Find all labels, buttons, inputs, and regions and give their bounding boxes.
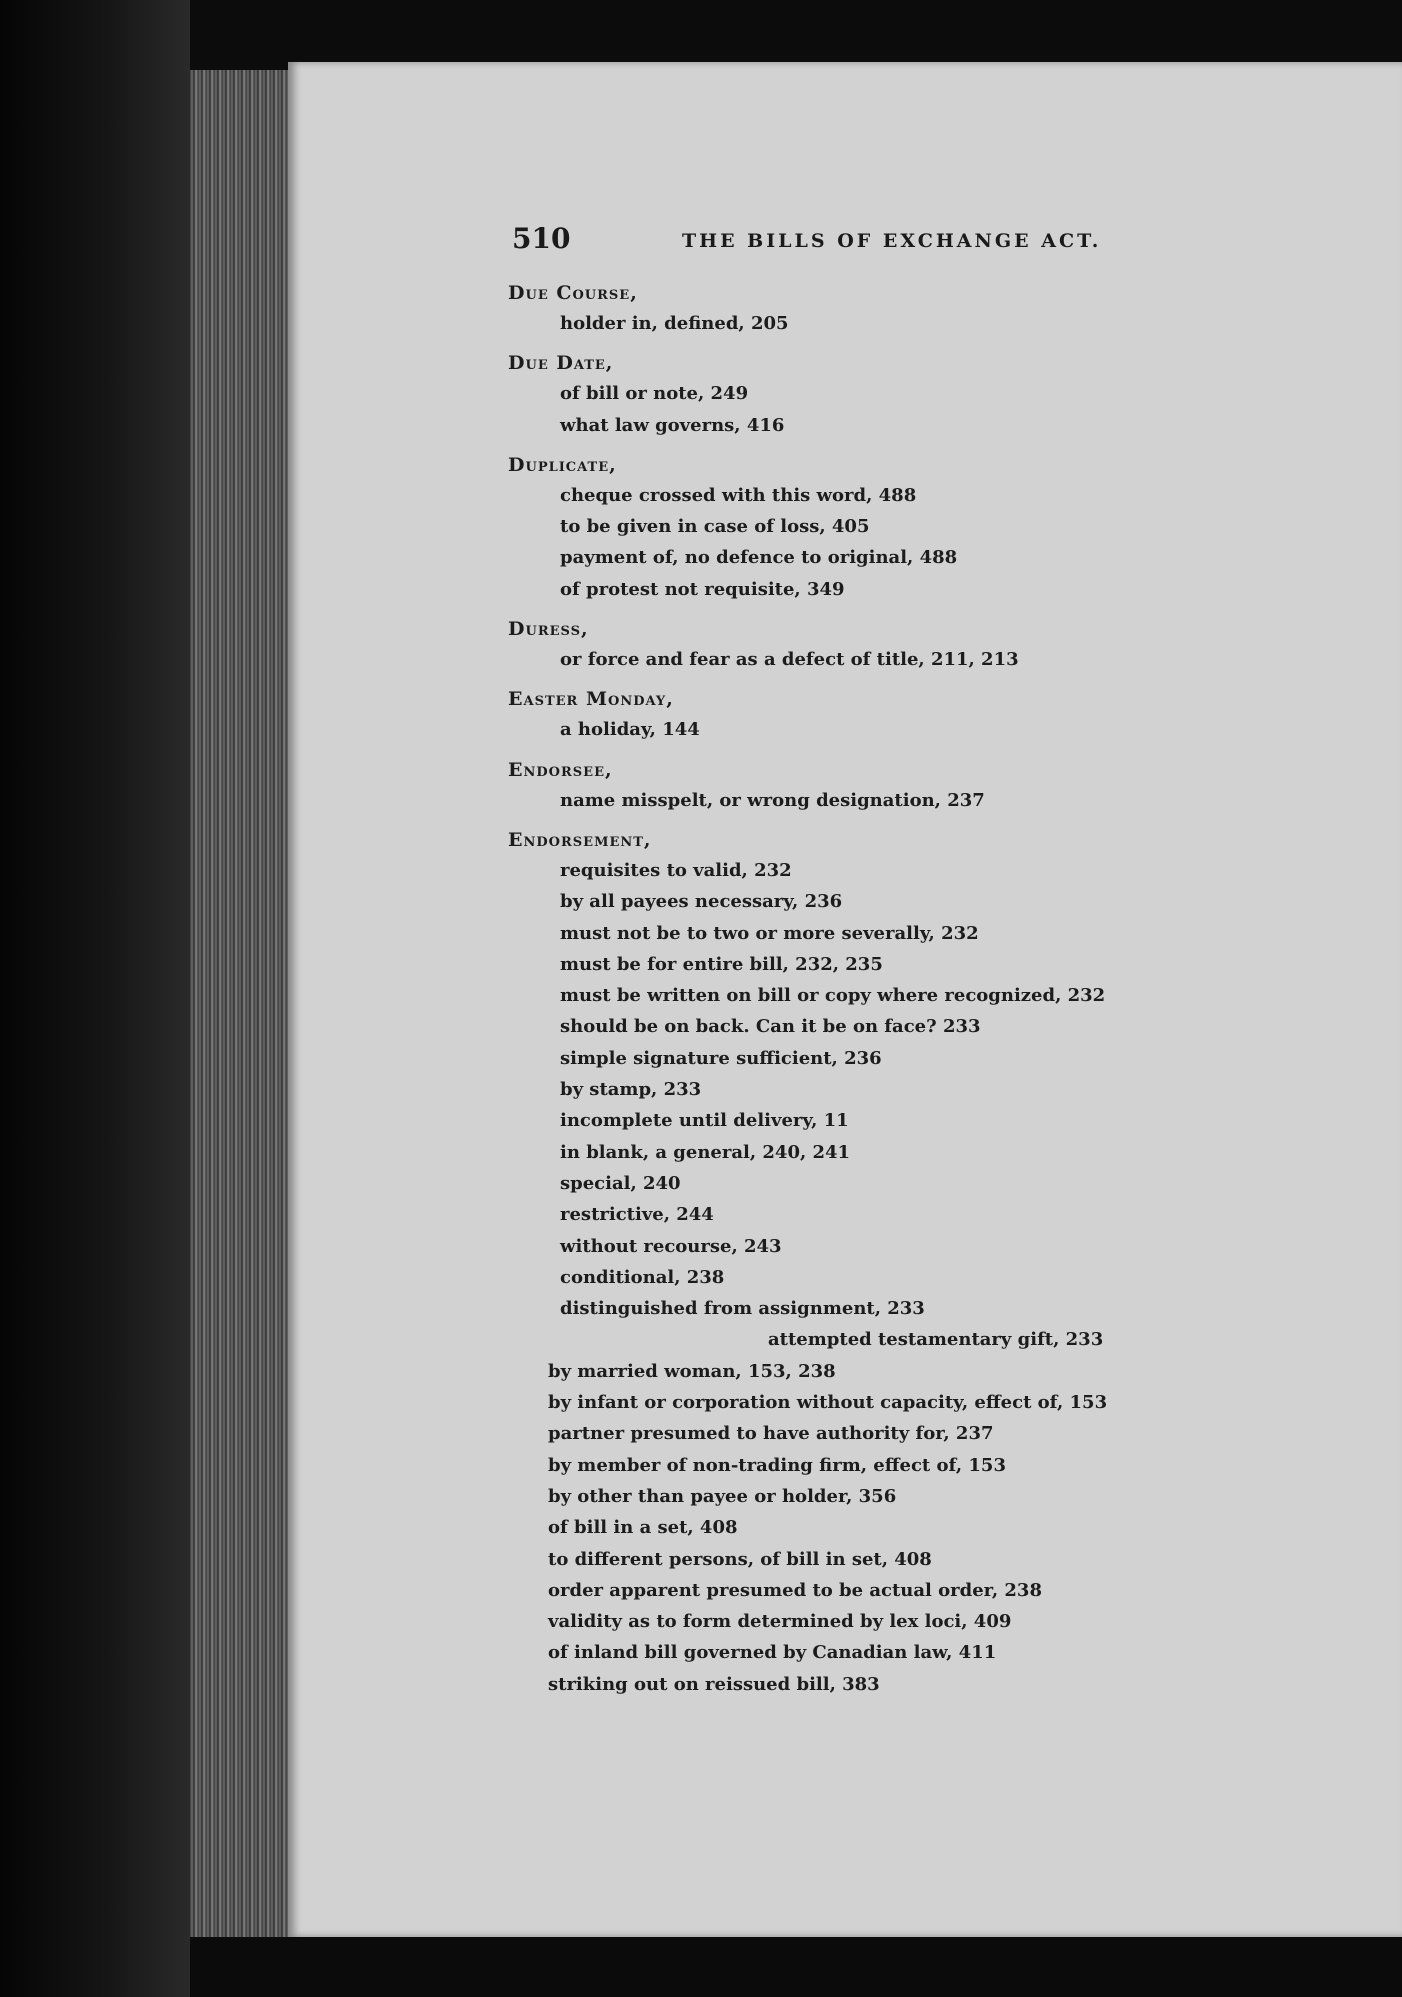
running-head-title: THE BILLS OF EXCHANGE ACT. xyxy=(682,230,1102,252)
index-subentry: restrictive, 244 xyxy=(560,1204,714,1226)
index-entry xyxy=(508,684,1388,745)
index-subentry: partner presumed to have authority for, 237 xyxy=(548,1423,994,1445)
index-subentry: requisites to valid, 232 xyxy=(560,859,792,881)
index-subentry: special, 240 xyxy=(560,1172,681,1194)
index-heading: Easter Monday, xyxy=(508,688,674,711)
bottom-shadow xyxy=(190,1937,1402,1997)
index-subentry: without recourse, 243 xyxy=(560,1235,782,1257)
index-heading: Endorsement, xyxy=(508,828,652,851)
index-subentry: by stamp, 233 xyxy=(560,1079,702,1101)
page-number: 510 xyxy=(512,222,571,255)
index-subentry: a holiday, 144 xyxy=(560,719,700,741)
index-subentry: attempted testamentary gift, 233 xyxy=(768,1329,1104,1351)
index-subentry: incomplete until delivery, 11 xyxy=(560,1110,849,1132)
index-subentry: validity as to form determined by lex loci, 409 xyxy=(548,1611,1012,1633)
index-subentry: holder in, defined, 205 xyxy=(560,313,789,334)
index-subentry: or force and fear as a defect of title, 211, 213 xyxy=(560,649,1019,671)
index-subentry: to different persons, of bill in set, 408 xyxy=(548,1548,932,1570)
index-subentry: of bill or note, 249 xyxy=(560,383,749,405)
index-subentry: by infant or corporation without capacity, effect of, 153 xyxy=(548,1392,1108,1414)
index-heading: Due Date, xyxy=(508,352,614,375)
index-list xyxy=(508,278,1388,1709)
index-subentry: simple signature sufficient, 236 xyxy=(560,1047,882,1069)
index-subentry: order apparent presumed to be actual order, 238 xyxy=(548,1579,1042,1601)
index-subentry: of bill in a set, 408 xyxy=(548,1517,738,1539)
index-subentry: distinguished from assignment, 233 xyxy=(560,1298,925,1320)
index-entry xyxy=(508,755,1388,816)
index-entry xyxy=(508,614,1388,675)
index-subentry: what law governs, 416 xyxy=(560,414,785,436)
index-subentry: must be for entire bill, 232, 235 xyxy=(560,953,883,975)
index-subentry: by member of non-trading firm, effect of, 153 xyxy=(548,1454,1006,1476)
index-subentry: by other than payee or holder, 356 xyxy=(548,1485,897,1507)
index-entry xyxy=(508,825,1388,1700)
index-entry xyxy=(508,278,1388,339)
index-subentry: cheque crossed with this word, 488 xyxy=(560,484,917,506)
index-subentry: payment of, no defence to original, 488 xyxy=(560,547,958,569)
running-head xyxy=(512,222,1112,255)
book-spine-shadow xyxy=(0,0,190,1997)
index-entry xyxy=(508,348,1388,441)
index-subentry: name misspelt, or wrong designation, 237 xyxy=(560,789,985,811)
index-entry xyxy=(508,450,1388,605)
index-heading: Endorsee, xyxy=(508,758,613,781)
index-heading: Duplicate, xyxy=(508,453,617,476)
index-subentry: to be given in case of loss, 405 xyxy=(560,516,870,538)
index-subentry: of inland bill governed by Canadian law, 411 xyxy=(548,1642,997,1664)
index-subentry: in blank, a general, 240, 241 xyxy=(560,1141,851,1163)
index-subentry: by all payees necessary, 236 xyxy=(560,891,843,913)
index-heading: Duress, xyxy=(508,618,589,641)
index-subentry: conditional, 238 xyxy=(560,1266,725,1288)
index-subentry: of protest not requisite, 349 xyxy=(560,578,845,600)
index-subentry: must not be to two or more severally, 232 xyxy=(560,922,979,944)
index-subentry: must be written on bill or copy where recognized, 232 xyxy=(560,985,1106,1007)
index-subentry: by married woman, 153, 238 xyxy=(548,1360,836,1382)
page-edges xyxy=(190,70,290,1940)
index-heading: Due Course, xyxy=(508,282,638,304)
index-subentry: should be on back. Can it be on face? 233 xyxy=(560,1016,981,1038)
index-subentry: striking out on reissued bill, 383 xyxy=(548,1673,880,1695)
